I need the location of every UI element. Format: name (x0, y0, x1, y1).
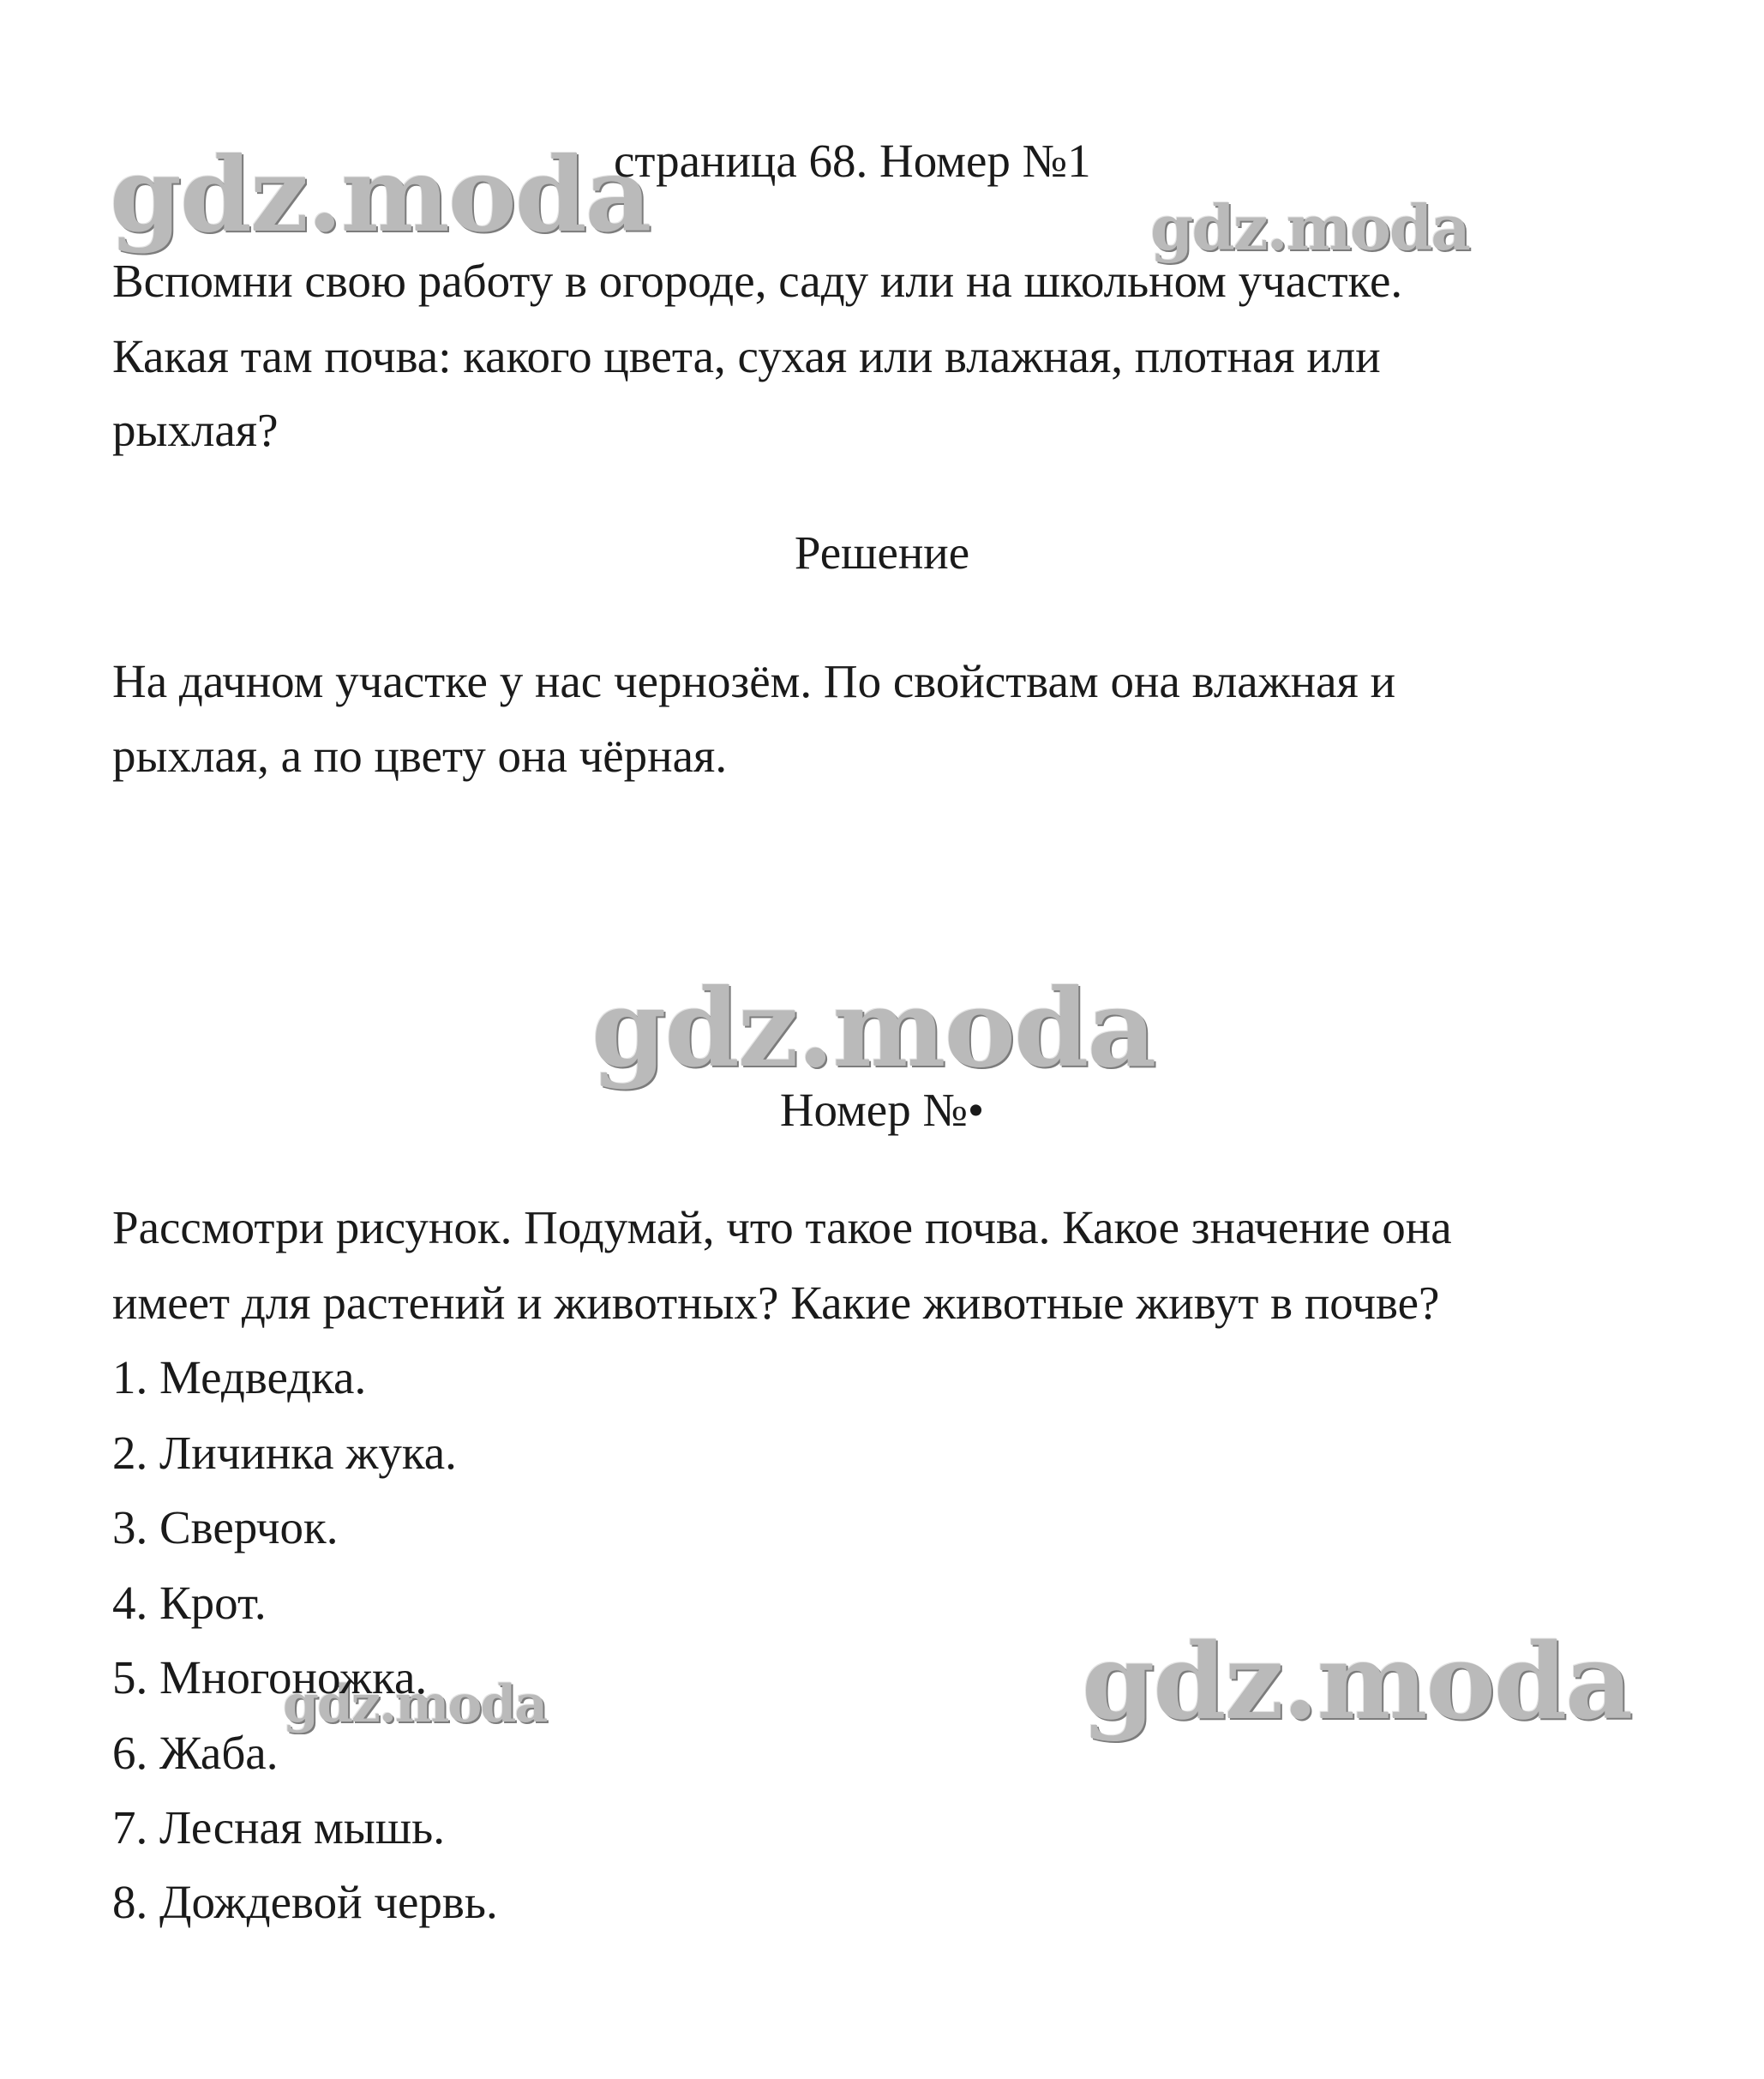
list-item: 8. Дождевой червь. (112, 1876, 498, 1928)
task1-question-line: Вспомни свою работу в огороде, саду или на школьном участке. (112, 255, 1403, 307)
task1-answer-line: рыхлая, а по цвету она чёрная. (112, 730, 728, 782)
list-item: 7. Лесная мышь. (112, 1801, 445, 1854)
task2-question-line: Рассмотри рисунок. Подумай, что такое почва. Какое значение она (112, 1201, 1452, 1253)
task2-question-line: имеет для растений и животных? Какие животные живут в почве? (112, 1277, 1440, 1329)
task1-question-line: Какая там почва: какого цвета, сухая или влажная, плотная или (112, 330, 1381, 382)
task1-answer-line: На дачном участке у нас чернозём. По свойствам она влажная и (112, 655, 1396, 707)
task1-question-line: рыхлая? (112, 404, 279, 456)
list-item: 5. Многоножка. (112, 1651, 428, 1703)
watermark-logo: gdz.moda (283, 1674, 547, 1734)
page-title: страница 68. Номер №1 (614, 135, 1091, 187)
solution-heading: Решение (794, 526, 970, 579)
task2-title: Номер №• (779, 1084, 985, 1136)
list-item: 6. Жаба. (112, 1727, 279, 1779)
watermark-logo: gdz.moda (1150, 191, 1469, 264)
watermark-logo: gdz.moda (591, 966, 1155, 1091)
watermark-logo: gdz.moda (1082, 1619, 1632, 1743)
list-item: 2. Личинка жука. (112, 1427, 457, 1479)
list-item: 4. Крот. (112, 1577, 267, 1629)
watermark-logo: gdz.moda (110, 135, 651, 255)
list-item: 3. Сверчок. (112, 1501, 339, 1553)
list-item: 1. Медведка. (112, 1351, 367, 1403)
